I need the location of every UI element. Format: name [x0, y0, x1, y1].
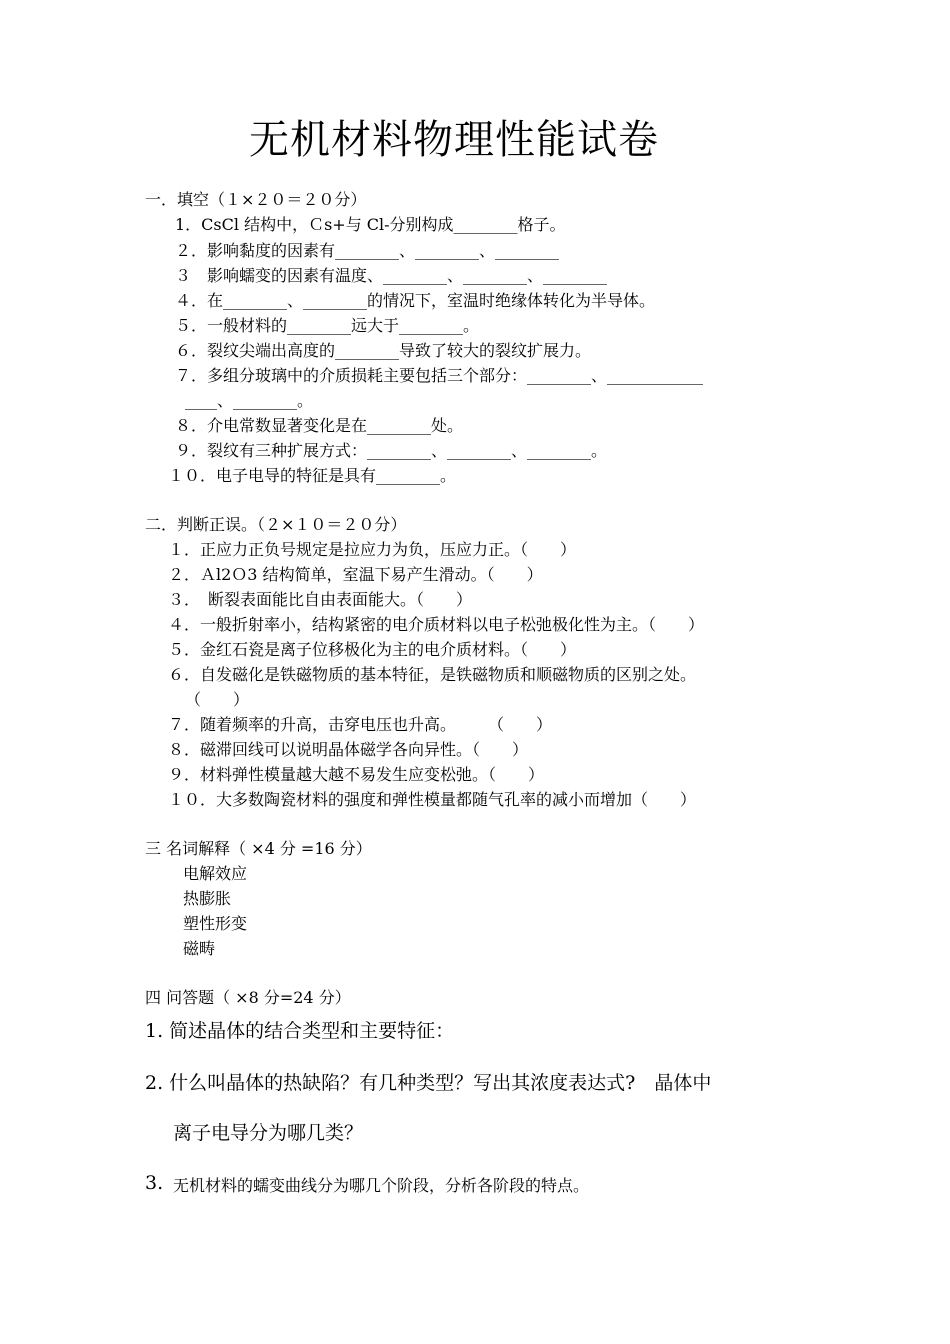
list-item: （ ） — [185, 690, 250, 709]
list-item: 离子电导分为哪几类？ — [173, 1122, 364, 1144]
question-number: 3. — [145, 1172, 164, 1194]
section-heading-fill-blank: 一．填空（１×２０＝２０分） — [145, 190, 367, 209]
list-item: ９．裂纹有三种扩展方式：________、________、________。 — [175, 441, 608, 460]
list-item: ８．介电常数显著变化是在________处。 — [175, 416, 464, 435]
section-heading-terms: 三 名词解释（ ×4 分 =16 分） — [145, 839, 372, 858]
list-item: ７．随着频率的升高，击穿电压也升高。 （ ） — [168, 715, 553, 734]
list-item: ____、________。 — [185, 391, 314, 410]
list-item: ５．一般材料的________远大于________。 — [175, 316, 480, 335]
list-item: 1. 简述晶体的结合类型和主要特征： — [145, 1020, 455, 1042]
list-item: 热膨胀 — [183, 889, 232, 908]
list-item: ４．一般折射率小，结构紧密的电介质材料以电子松弛极化性为主。（ ） — [168, 615, 705, 634]
list-item: １０．大多数陶瓷材料的强度和弹性模量都随气孔率的减小而增加（ ） — [168, 790, 697, 809]
list-item: ２．Ａl2Ｏ3 结构简单，室温下易产生滑动。（ ） — [168, 565, 543, 584]
list-item: 磁畴 — [183, 939, 216, 958]
list-item: ５．金红石瓷是离子位移极化为主的电介质材料。（ ） — [168, 640, 577, 659]
list-item: ２．影响黏度的因素有________、________、________ — [175, 241, 560, 260]
list-item: ６．自发磁化是铁磁物质的基本特征，是铁磁物质和顺磁物质的区别之处。 — [168, 665, 697, 684]
list-item: ４．在________、________的情况下，室温时绝缘体转化为半导体。 — [175, 291, 656, 310]
page-title: 无机材料物理性能试卷 — [249, 117, 659, 163]
list-item: 2. 什么叫晶体的热缺陷？有几种类型？写出其浓度表达式? 晶体中 — [145, 1072, 712, 1094]
list-item: ６．裂纹尖端出高度的________导致了较大的裂纹扩展力。 — [175, 341, 592, 360]
list-item: １０．电子电导的特征是具有________。 — [168, 466, 457, 485]
list-item: ３． 断裂表面能比自由表面能大。（ ） — [168, 590, 473, 609]
list-item: ３ 影响蠕变的因素有温度、________、________、________ — [175, 266, 608, 285]
section-heading-questions: 四 问答题（ ×8 分=24 分） — [145, 988, 351, 1007]
list-item: 无机材料的蠕变曲线分为哪几个阶段，分析各阶段的特点。 — [173, 1176, 590, 1195]
list-item: 电解效应 — [183, 864, 248, 883]
section-heading-true-false: 二．判断正误。（２×１０＝２０分） — [145, 515, 407, 534]
list-item: ８．磁滞回线可以说明晶体磁学各向异性。（ ） — [168, 740, 529, 759]
list-item: 1．CsCl 结构中，Ｃs+与 Cl-分别构成________格子。 — [175, 215, 566, 234]
list-item: １．正应力正负号规定是拉应力为负，压应力正。（ ） — [168, 540, 577, 559]
list-item: ９．材料弹性模量越大越不易发生应变松弛。（ ） — [168, 765, 545, 784]
list-item: ７．多组分玻璃中的介质损耗主要包括三个部分：________、____________ — [175, 366, 704, 385]
list-item: 塑性形变 — [183, 914, 248, 933]
